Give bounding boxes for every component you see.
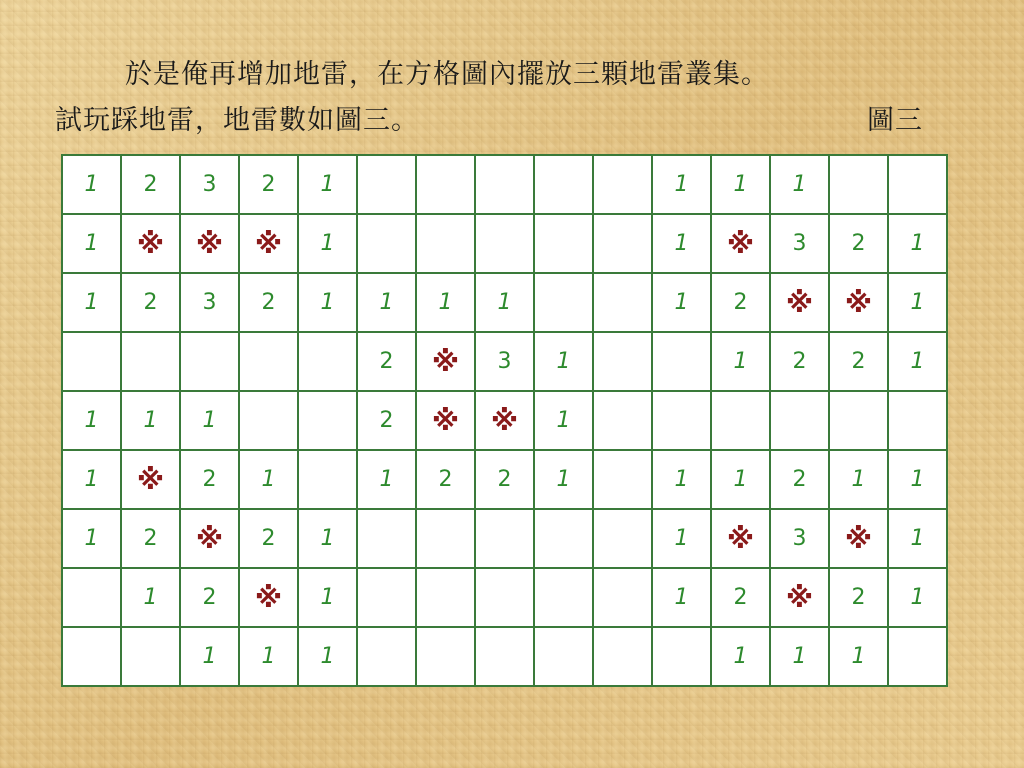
number-cell[interactable]: 1 — [62, 155, 121, 214]
empty-cell[interactable] — [652, 627, 711, 686]
mine-cell[interactable]: ※ — [180, 509, 239, 568]
empty-cell[interactable] — [416, 627, 475, 686]
number-cell[interactable]: 2 — [239, 155, 298, 214]
number-cell[interactable]: 2 — [770, 332, 829, 391]
board-row — [62, 509, 947, 568]
number-cell[interactable]: 1 — [770, 627, 829, 686]
number-cell[interactable]: 1 — [298, 627, 357, 686]
number-cell[interactable]: 1 — [888, 450, 947, 509]
mine-cell[interactable]: ※ — [829, 273, 888, 332]
number-cell[interactable]: 1 — [652, 509, 711, 568]
board-row — [62, 450, 947, 509]
board-row — [62, 332, 947, 391]
number-cell[interactable]: 1 — [888, 214, 947, 273]
empty-cell[interactable] — [62, 332, 121, 391]
empty-cell[interactable] — [888, 391, 947, 450]
empty-cell[interactable] — [416, 568, 475, 627]
empty-cell[interactable] — [593, 509, 652, 568]
number-cell[interactable]: 1 — [829, 627, 888, 686]
mine-cell[interactable]: ※ — [416, 391, 475, 450]
board-row — [62, 568, 947, 627]
caption-line-2 — [55, 98, 985, 144]
number-cell[interactable]: 1 — [888, 509, 947, 568]
empty-cell[interactable] — [416, 509, 475, 568]
number-cell[interactable]: 1 — [534, 332, 593, 391]
empty-cell[interactable] — [534, 214, 593, 273]
empty-cell[interactable] — [475, 155, 534, 214]
number-cell[interactable]: 1 — [770, 155, 829, 214]
number-cell[interactable]: 2 — [475, 450, 534, 509]
number-cell[interactable]: 1 — [652, 568, 711, 627]
number-cell[interactable]: 1 — [62, 273, 121, 332]
number-cell[interactable]: 1 — [298, 568, 357, 627]
number-cell[interactable]: 2 — [180, 568, 239, 627]
mine-cell[interactable]: ※ — [711, 214, 770, 273]
number-cell[interactable]: 1 — [62, 450, 121, 509]
empty-cell[interactable] — [593, 450, 652, 509]
caption-line-2-text: 試玩踩地雷，地雷數如圖三。 — [55, 105, 419, 136]
number-cell[interactable]: 1 — [534, 391, 593, 450]
empty-cell[interactable] — [357, 568, 416, 627]
number-cell[interactable]: 1 — [121, 568, 180, 627]
number-cell[interactable]: 1 — [888, 568, 947, 627]
empty-cell[interactable] — [180, 332, 239, 391]
mine-cell[interactable]: ※ — [829, 509, 888, 568]
number-cell[interactable]: 2 — [829, 214, 888, 273]
number-cell[interactable]: 1 — [829, 450, 888, 509]
empty-cell[interactable] — [416, 155, 475, 214]
empty-cell[interactable] — [121, 332, 180, 391]
empty-cell[interactable] — [593, 332, 652, 391]
board-row — [62, 155, 947, 214]
empty-cell[interactable] — [652, 332, 711, 391]
number-cell[interactable]: 1 — [298, 155, 357, 214]
number-cell[interactable]: 3 — [180, 155, 239, 214]
mine-cell[interactable]: ※ — [180, 214, 239, 273]
mine-cell[interactable]: ※ — [770, 273, 829, 332]
number-cell[interactable]: 2 — [416, 450, 475, 509]
number-cell[interactable]: 2 — [121, 509, 180, 568]
board-row — [62, 627, 947, 686]
number-cell[interactable]: 2 — [829, 568, 888, 627]
number-cell[interactable]: 2 — [180, 450, 239, 509]
number-cell[interactable]: 2 — [829, 332, 888, 391]
number-cell[interactable]: 1 — [652, 273, 711, 332]
empty-cell[interactable] — [593, 391, 652, 450]
mine-cell[interactable]: ※ — [121, 450, 180, 509]
minesweeper-board — [61, 154, 948, 687]
number-cell[interactable]: 1 — [180, 391, 239, 450]
number-cell[interactable]: 2 — [357, 332, 416, 391]
empty-cell[interactable] — [534, 155, 593, 214]
number-cell[interactable]: 2 — [711, 568, 770, 627]
empty-cell[interactable] — [357, 214, 416, 273]
figure-label: 圖三 — [867, 105, 923, 136]
empty-cell[interactable] — [593, 568, 652, 627]
number-cell[interactable]: 2 — [770, 450, 829, 509]
empty-cell[interactable] — [593, 214, 652, 273]
number-cell[interactable]: 1 — [62, 391, 121, 450]
empty-cell[interactable] — [711, 391, 770, 450]
number-cell[interactable]: 3 — [475, 332, 534, 391]
number-cell[interactable]: 1 — [652, 155, 711, 214]
empty-cell[interactable] — [652, 391, 711, 450]
number-cell[interactable]: 2 — [711, 273, 770, 332]
number-cell[interactable]: 1 — [652, 214, 711, 273]
empty-cell[interactable] — [534, 568, 593, 627]
number-cell[interactable]: 2 — [239, 273, 298, 332]
empty-cell[interactable] — [62, 627, 121, 686]
number-cell[interactable]: 1 — [239, 450, 298, 509]
number-cell[interactable]: 1 — [298, 214, 357, 273]
number-cell[interactable]: 1 — [652, 450, 711, 509]
number-cell[interactable]: 1 — [239, 627, 298, 686]
number-cell[interactable]: 1 — [711, 155, 770, 214]
empty-cell[interactable] — [770, 391, 829, 450]
empty-cell[interactable] — [475, 627, 534, 686]
mine-cell[interactable]: ※ — [416, 332, 475, 391]
caption — [55, 52, 985, 144]
number-cell[interactable]: 2 — [121, 155, 180, 214]
empty-cell[interactable] — [298, 450, 357, 509]
empty-cell[interactable] — [475, 214, 534, 273]
mine-cell[interactable]: ※ — [239, 214, 298, 273]
empty-cell[interactable] — [357, 155, 416, 214]
empty-cell[interactable] — [829, 155, 888, 214]
board-row — [62, 391, 947, 450]
empty-cell[interactable] — [298, 332, 357, 391]
number-cell[interactable]: 1 — [62, 214, 121, 273]
number-cell[interactable]: 1 — [711, 332, 770, 391]
empty-cell[interactable] — [298, 391, 357, 450]
mine-cell[interactable]: ※ — [711, 509, 770, 568]
caption-line-1: 於是俺再增加地雷，在方格圖內擺放三顆地雷叢集。 — [125, 59, 769, 90]
mine-cell[interactable]: ※ — [770, 568, 829, 627]
empty-cell[interactable] — [593, 155, 652, 214]
empty-cell[interactable] — [357, 509, 416, 568]
empty-cell[interactable] — [239, 332, 298, 391]
number-cell[interactable]: 1 — [475, 273, 534, 332]
number-cell[interactable]: 2 — [357, 391, 416, 450]
empty-cell[interactable] — [475, 509, 534, 568]
number-cell[interactable]: 1 — [298, 509, 357, 568]
empty-cell[interactable] — [239, 391, 298, 450]
number-cell[interactable]: 1 — [180, 627, 239, 686]
number-cell[interactable]: 1 — [357, 273, 416, 332]
number-cell[interactable]: 3 — [770, 214, 829, 273]
mine-cell[interactable]: ※ — [121, 214, 180, 273]
number-cell[interactable]: 1 — [888, 273, 947, 332]
empty-cell[interactable] — [534, 627, 593, 686]
empty-cell[interactable] — [534, 509, 593, 568]
mine-cell[interactable]: ※ — [239, 568, 298, 627]
number-cell[interactable]: 3 — [770, 509, 829, 568]
number-cell[interactable]: 1 — [888, 332, 947, 391]
empty-cell[interactable] — [534, 273, 593, 332]
empty-cell[interactable] — [593, 273, 652, 332]
empty-cell[interactable] — [357, 627, 416, 686]
number-cell[interactable]: 1 — [416, 273, 475, 332]
mine-cell[interactable]: ※ — [475, 391, 534, 450]
empty-cell[interactable] — [475, 568, 534, 627]
number-cell[interactable]: 2 — [121, 273, 180, 332]
empty-cell[interactable] — [62, 568, 121, 627]
empty-cell[interactable] — [121, 627, 180, 686]
number-cell[interactable]: 1 — [534, 450, 593, 509]
board-row — [62, 273, 947, 332]
empty-cell[interactable] — [888, 627, 947, 686]
number-cell[interactable]: 1 — [357, 450, 416, 509]
empty-cell[interactable] — [888, 155, 947, 214]
number-cell[interactable]: 1 — [711, 627, 770, 686]
empty-cell[interactable] — [829, 391, 888, 450]
empty-cell[interactable] — [593, 627, 652, 686]
empty-cell[interactable] — [416, 214, 475, 273]
number-cell[interactable]: 1 — [121, 391, 180, 450]
number-cell[interactable]: 1 — [298, 273, 357, 332]
number-cell[interactable]: 1 — [62, 509, 121, 568]
number-cell[interactable]: 1 — [711, 450, 770, 509]
number-cell[interactable]: 2 — [239, 509, 298, 568]
number-cell[interactable]: 3 — [180, 273, 239, 332]
board-row — [62, 214, 947, 273]
